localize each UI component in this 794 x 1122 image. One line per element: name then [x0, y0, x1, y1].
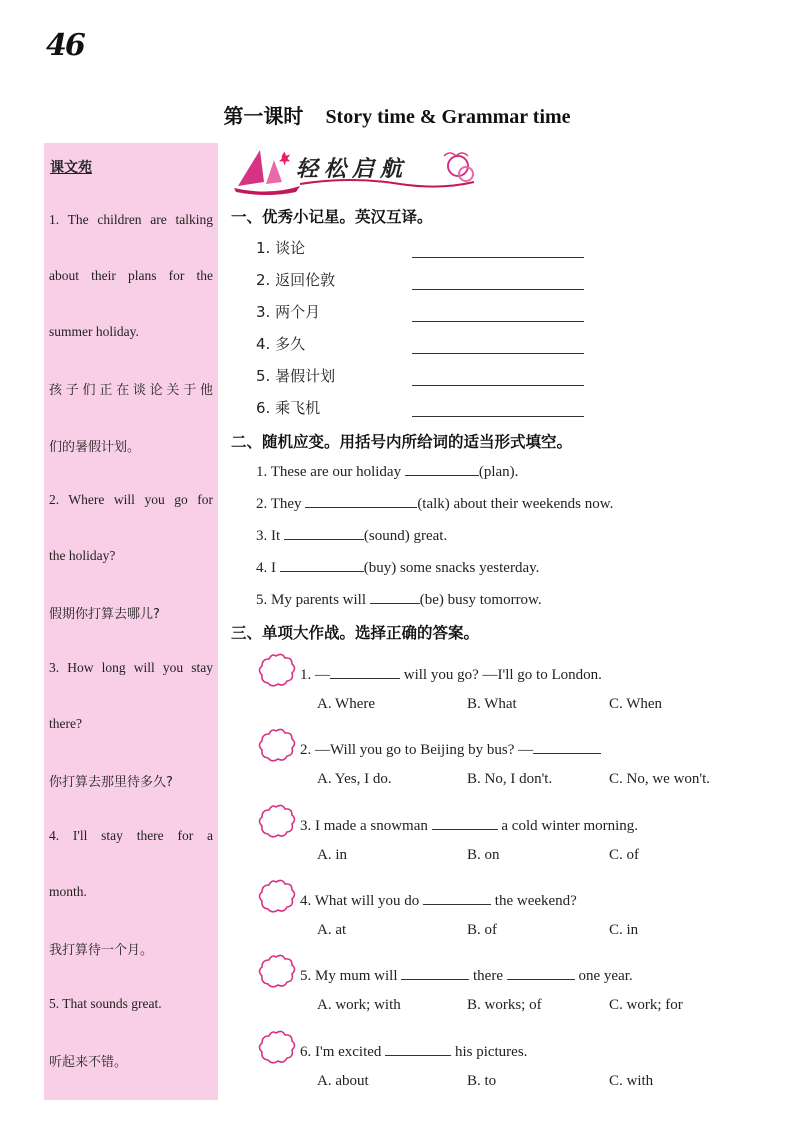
answer-blank[interactable]	[370, 589, 420, 604]
option-b[interactable]: B. What	[467, 696, 517, 712]
banner-title: 轻松启航	[296, 157, 409, 182]
item-text: (sound) great.	[363, 528, 448, 544]
flower-icon	[256, 878, 296, 916]
section1-heading: 一、优秀小记星。英汉互译。	[231, 208, 433, 226]
option-b[interactable]: B. of	[467, 922, 497, 938]
question-text: 2. —Will you go to Beijing by bus? —	[300, 742, 534, 758]
question-text: 4. What will you do	[300, 893, 424, 909]
option-a[interactable]: A. about	[317, 1073, 369, 1089]
question-text: a cold winter morning.	[497, 818, 639, 834]
sidebar-line: month.	[49, 884, 87, 899]
section1-item: 4. 多久	[256, 335, 306, 353]
question	[300, 890, 577, 910]
question-text: the weekend?	[491, 893, 577, 909]
option-c[interactable]: C. of	[609, 847, 639, 863]
section2-item	[256, 525, 447, 545]
sidebar-line: 4. I'll stay there for a	[49, 828, 213, 843]
answer-blank[interactable]	[305, 493, 417, 508]
section1-item: 2. 返回伦敦	[256, 271, 336, 289]
sidebar-line: 听起来不错。	[49, 1055, 128, 1070]
option-b[interactable]: B. No, I don't.	[467, 771, 553, 787]
sidebar-line: 孩子们正在谈论关于他	[49, 383, 213, 398]
question-text: there	[469, 968, 507, 984]
question-text: will you go? —I'll go to London.	[400, 667, 602, 683]
item-text: 4. I	[256, 560, 280, 576]
answer-blank[interactable]	[423, 890, 491, 905]
item-text: 3. It	[256, 528, 284, 544]
sidebar-line: 1. The children are talking	[49, 212, 213, 227]
flower-icon	[256, 1029, 296, 1067]
answer-blank[interactable]	[412, 321, 584, 322]
sidebar-line: 3. How long will you stay	[49, 660, 213, 675]
section1-item: 3. 两个月	[256, 303, 321, 321]
option-b[interactable]: B. on	[467, 847, 500, 863]
flower-icon	[256, 652, 296, 690]
question	[300, 739, 601, 759]
lesson-title-en: Story time & Grammar time	[325, 106, 571, 128]
section2-item	[256, 589, 542, 609]
option-a[interactable]: A. work; with	[317, 997, 401, 1013]
answer-blank[interactable]	[412, 353, 584, 354]
item-text: 2. They	[256, 496, 306, 512]
question-text: 5. My mum will	[300, 968, 402, 984]
answer-blank[interactable]	[412, 289, 584, 290]
section2-heading: 二、随机应变。用括号内所给词的适当形式填空。	[231, 433, 573, 451]
section1-item: 1. 谈论	[256, 239, 306, 257]
answer-blank[interactable]	[412, 416, 584, 417]
section2-item	[256, 461, 518, 481]
section1-item: 6. 乘飞机	[256, 399, 321, 417]
option-c[interactable]: C. work; for	[609, 997, 683, 1013]
question	[300, 815, 638, 835]
option-a[interactable]: A. Yes, I do.	[317, 771, 392, 787]
section1-item: 5. 暑假计划	[256, 367, 336, 385]
option-c[interactable]: C. in	[609, 922, 639, 938]
sidebar-line: 假期你打算去哪儿?	[49, 607, 160, 622]
item-text: (buy) some snacks yesterday.	[363, 560, 540, 576]
section2-item	[256, 493, 613, 513]
sidebar-line: 你打算去那里待多久?	[49, 775, 173, 790]
sidebar-line: 2. Where will you go for	[49, 492, 213, 507]
question	[300, 965, 633, 985]
item-text: (talk) about their weekends now.	[417, 496, 614, 512]
answer-blank[interactable]	[280, 557, 364, 572]
option-a[interactable]: A. in	[317, 847, 347, 863]
answer-blank[interactable]	[405, 461, 479, 476]
lesson-title	[0, 100, 794, 129]
question-text: 3. I made a snowman	[300, 818, 432, 834]
question-text: 1. —	[300, 667, 330, 683]
sidebar-line: 5. That sounds great.	[49, 996, 162, 1011]
sidebar-line: 们的暑假计划。	[49, 440, 141, 455]
answer-blank[interactable]	[284, 525, 364, 540]
sidebar-line: summer holiday.	[49, 324, 139, 339]
sidebar-heading: 课文苑	[50, 161, 92, 176]
item-text: (plan).	[478, 464, 519, 480]
option-c[interactable]: C. with	[609, 1073, 654, 1089]
sidebar-line: 我打算待一个月。	[49, 943, 154, 958]
answer-blank[interactable]	[507, 965, 575, 980]
answer-blank[interactable]	[330, 664, 400, 679]
option-a[interactable]: A. Where	[317, 696, 376, 712]
question-text: one year.	[574, 968, 633, 984]
lesson-title-cn: 第一课时	[223, 106, 304, 128]
sidebar-line: there?	[49, 716, 82, 731]
flower-icon	[256, 803, 296, 841]
item-text: (be) busy tomorrow.	[419, 592, 542, 608]
section3-heading: 三、单项大作战。选择正确的答案。	[231, 624, 480, 642]
option-c[interactable]: C. When	[609, 696, 663, 712]
flower-icon	[256, 953, 296, 991]
option-a[interactable]: A. at	[317, 922, 347, 938]
answer-blank[interactable]	[533, 739, 601, 754]
item-text: 5. My parents will	[256, 592, 370, 608]
answer-blank[interactable]	[412, 257, 584, 258]
answer-blank[interactable]	[412, 385, 584, 386]
option-b[interactable]: B. to	[467, 1073, 497, 1089]
question-text: 6. I'm excited	[300, 1044, 386, 1060]
flower-icon	[256, 727, 296, 765]
sidebar-scallop-edge	[44, 1094, 218, 1106]
question	[300, 664, 602, 684]
question	[300, 1041, 527, 1061]
answer-blank[interactable]	[385, 1041, 451, 1056]
question-text: his pictures.	[451, 1044, 528, 1060]
page-number: 46	[46, 28, 84, 63]
sidebar-line: about their plans for the	[49, 268, 213, 283]
option-b[interactable]: B. works; of	[467, 997, 542, 1013]
item-text: 1. These are our holiday	[256, 464, 405, 480]
option-c[interactable]: C. No, we won't.	[609, 771, 711, 787]
answer-blank[interactable]	[432, 815, 498, 830]
answer-blank[interactable]	[401, 965, 469, 980]
section2-item	[256, 557, 539, 577]
sidebar-line: the holiday?	[49, 548, 116, 563]
